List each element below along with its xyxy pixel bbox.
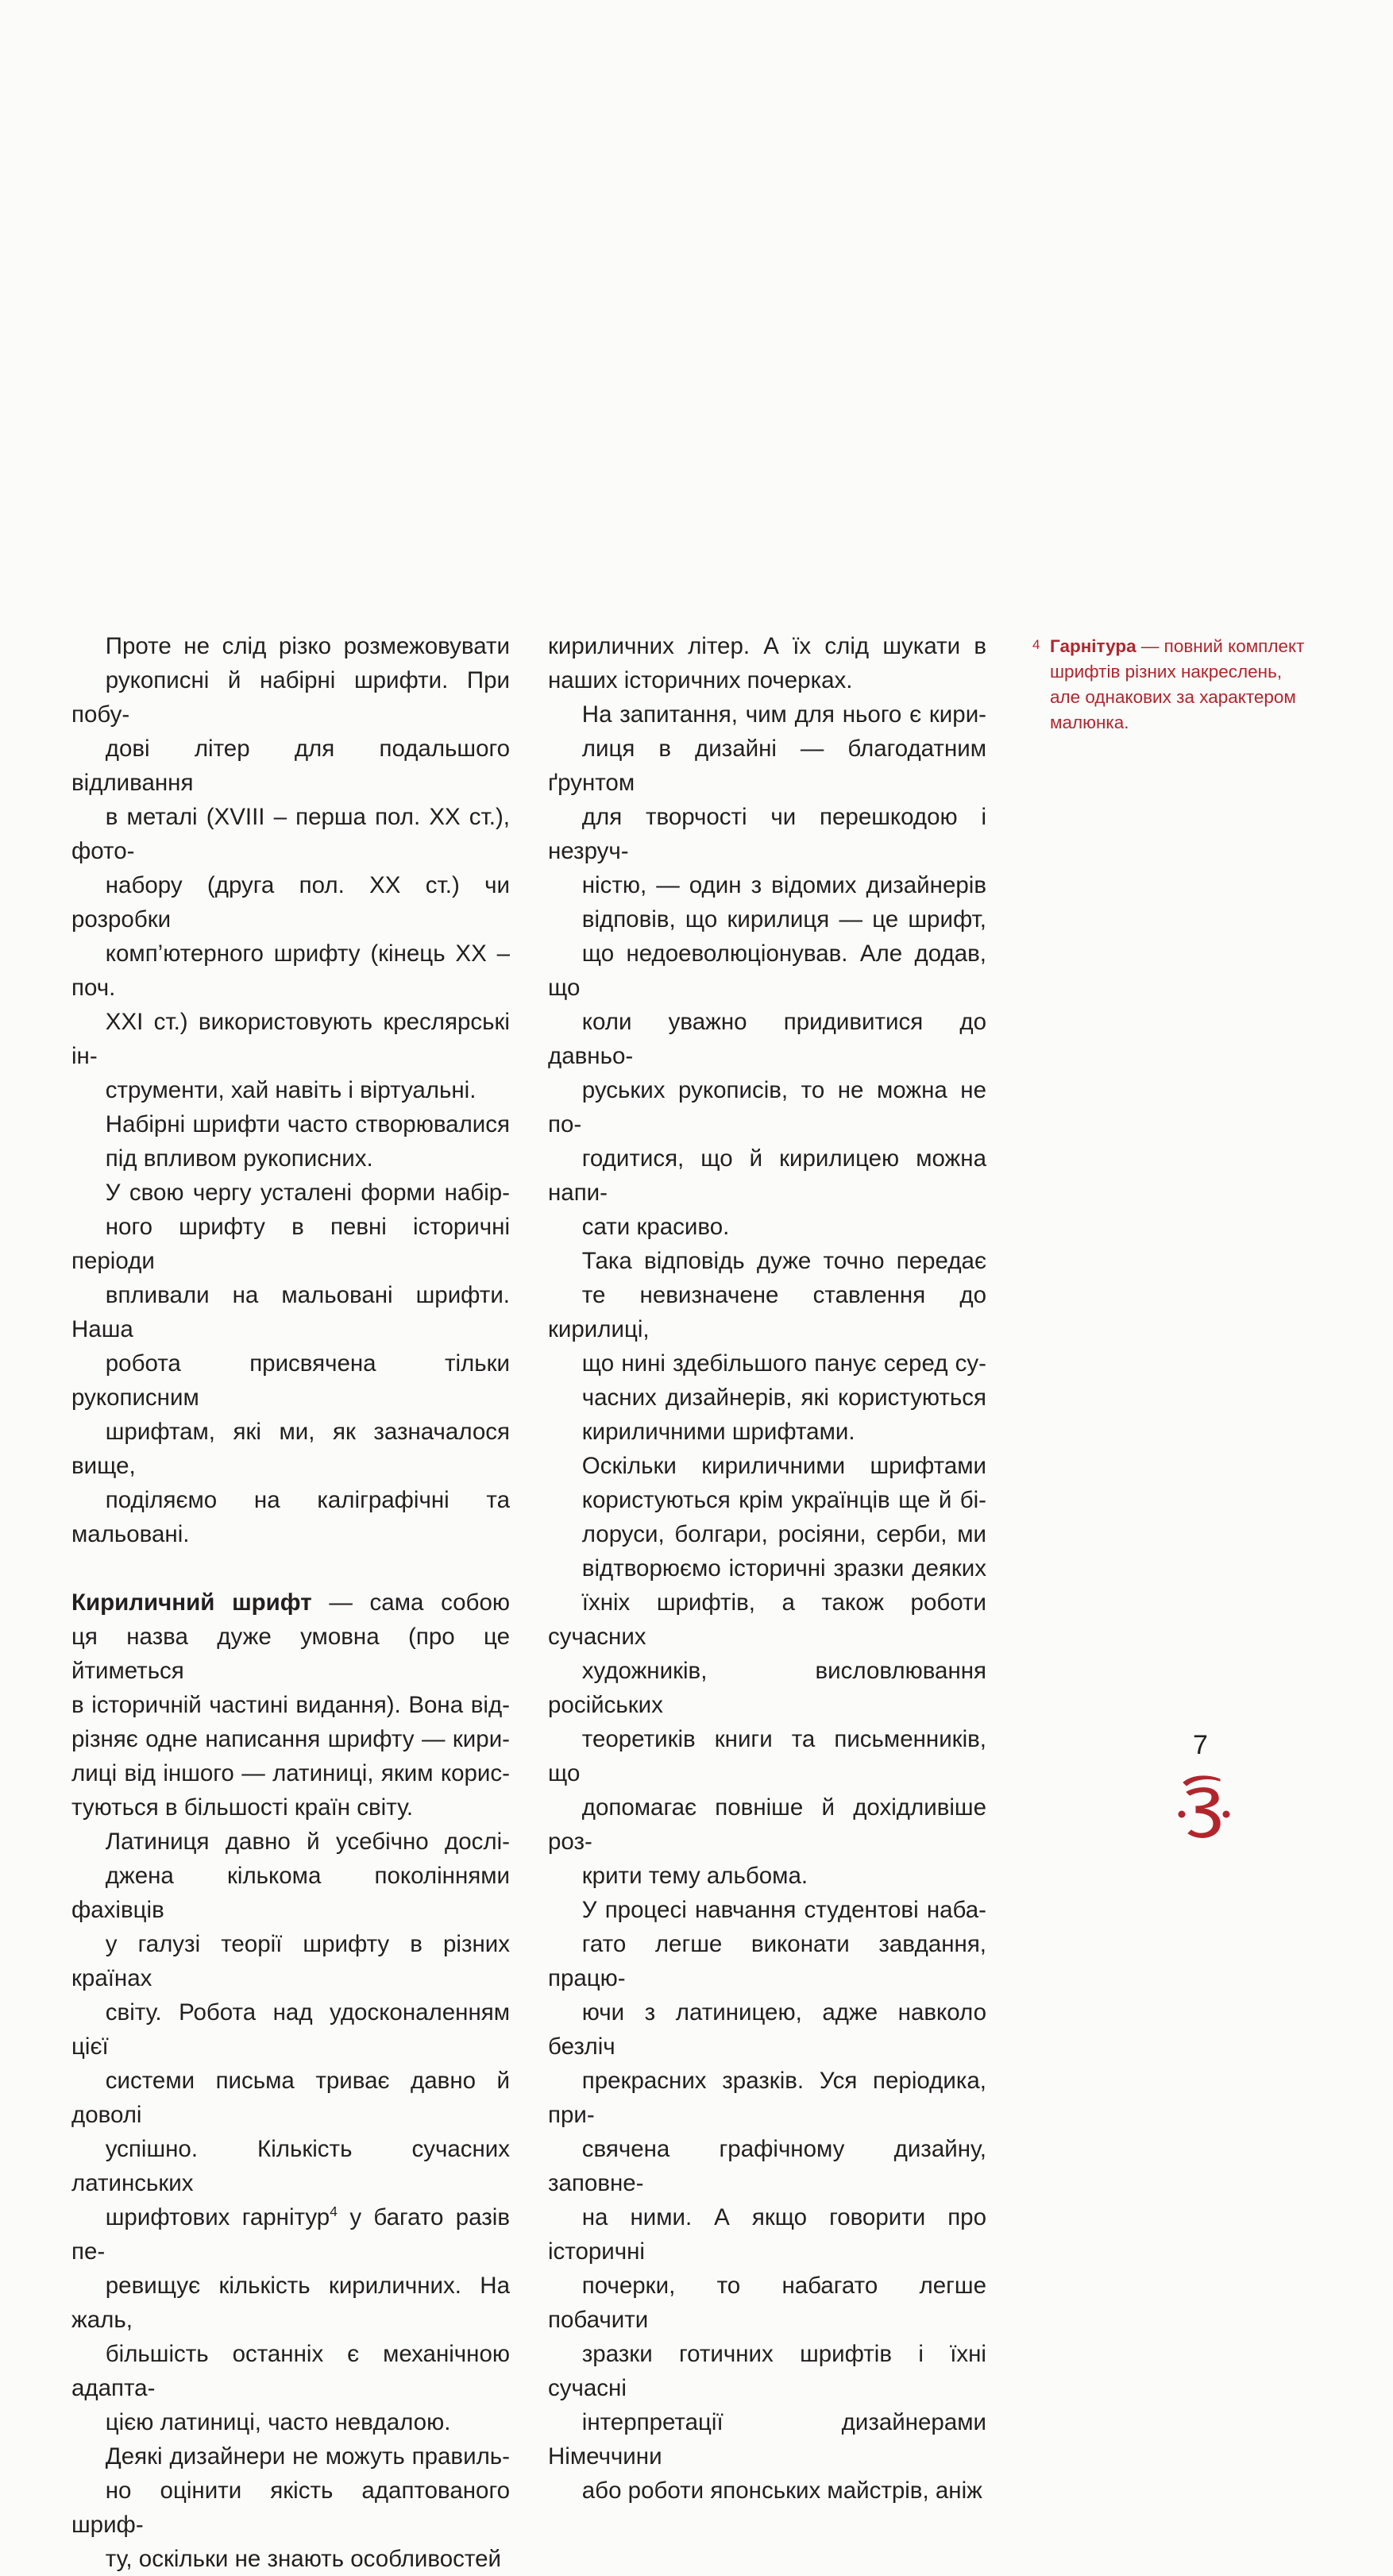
text-line: ністю, — один з відомих дизайнерів (581, 872, 986, 898)
page-number: 7 (1193, 1730, 1208, 1760)
text-line: рукописні й набірні шрифти. При побу- (71, 667, 510, 728)
text-line: під впливом рукописних. (105, 1145, 373, 1172)
publisher-logo-icon (1172, 1768, 1236, 1848)
text-column-left (71, 629, 510, 2576)
text-line: ту, оскільки не знають особливостей (105, 2546, 501, 2572)
text-line: зразки готичних шрифтів і їхні сучасні (548, 2341, 986, 2401)
footnote-number: 4 (1032, 637, 1040, 652)
text-line: лоруси, болгари, росіяни, серби, ми (581, 1521, 986, 1547)
text-line: або роботи японських майстрів, аніж (581, 2478, 982, 2504)
text-line: успішно. Кількість сучасних латинських (71, 2136, 510, 2196)
text-line: відповів, що кирилиця — це шрифт, (581, 906, 986, 933)
text-line: лиця в дизайні — благодатним ґрунтом (548, 736, 986, 796)
text-column-right (548, 629, 986, 2508)
footnote-4 (1032, 634, 1352, 736)
text-line: на ними. А якщо говорити про історичні (548, 2204, 986, 2265)
text-line: Деякі дизайнери не можуть правиль- (105, 2443, 510, 2470)
text-line: джена кількома поколіннями фахівців (71, 1863, 510, 1923)
text-line: для творчості чи перешкодою і незруч- (548, 804, 986, 864)
text-line: гато легше виконати завдання, працю- (548, 1931, 986, 1991)
text-line: світу. Робота над удосконаленням цієї (71, 1999, 510, 2060)
text-line: часних дизайнерів, які користуються (581, 1385, 986, 1411)
paragraph (71, 2439, 510, 2576)
text-line: відтворюємо історичні зразки деяких (581, 1555, 986, 1582)
text-line: теоретиків книги та письменників, що (548, 1726, 986, 1786)
text-line: крити тему альбома. (581, 1863, 808, 1889)
paragraph (71, 629, 510, 1107)
text-line: що нині здебільшого панує серед су- (581, 1350, 986, 1377)
footnote-term: Гарнітура (1050, 636, 1136, 656)
paragraph (71, 1585, 510, 1825)
paragraph (548, 1449, 986, 1893)
paragraph (548, 629, 986, 697)
text-line: впливали на мальовані шрифти. Наша (71, 1282, 510, 1342)
text-line: різняє одне написання шрифту — кири- (71, 1726, 510, 1752)
paragraph (548, 697, 986, 1244)
text-line: ця назва дуже умовна (про це йтиметься (71, 1624, 510, 1684)
text-line: системи письма триває давно й доволі (71, 2068, 510, 2128)
text-line: в металі (XVIII – перша пол. XX ст.), фото- (71, 804, 510, 864)
footnote-line: — повний комплект (1140, 636, 1305, 656)
text-line: ючи з латиницею, адже навколо безліч (548, 1999, 986, 2060)
text-line: допомагає повніше й дохідливіше роз- (548, 1794, 986, 1855)
text-line: те невизначене ставлення до кирилиці, (548, 1282, 986, 1342)
bold-term: Кириличний шрифт (71, 1589, 312, 1616)
text-line: Така відповідь дуже точно передає (581, 1248, 986, 1274)
text-line: поділяємо на каліграфічні та мальовані. (71, 1487, 510, 1547)
text-line: у галузі теорії шрифту в різних країнах (71, 1931, 510, 1991)
text-line: більшість останніх є механічною адапта- (71, 2341, 510, 2401)
text-line: робота присвячена тільки рукописним (71, 1350, 510, 1411)
text-line: наших історичних почерках. (548, 667, 853, 693)
text-line: XXI ст.) використовують креслярські ін- (71, 1009, 510, 1069)
text-line: що недоеволюціонував. Але додав, що (548, 940, 986, 1001)
text-line: прекрасних зразків. Уся періодика, при- (548, 2068, 986, 2128)
text-line: струменти, хай навіть і віртуальні. (105, 1077, 477, 1103)
footnote-line: але однакових за характером (1050, 687, 1296, 707)
text-line: У свою чергу усталені форми набір- (105, 1180, 510, 1206)
text-line: коли уважно придивитися до давньо- (548, 1009, 986, 1069)
text-line: інтерпретації дизайнерами Німеччини (548, 2409, 986, 2470)
text-line: кириличних літер. А їх слід шукати в (548, 633, 986, 659)
text-line: шрифтових гарнітур$^4$ у багато разів пе- (71, 2203, 510, 2265)
paragraph (71, 1176, 510, 1551)
text-line: сати красиво. (581, 1214, 730, 1240)
text-line: цією латиниці, часто невдалою. (105, 2409, 451, 2435)
text-line: їхніх шрифтів, а також роботи сучасних (548, 1589, 986, 1650)
text-line: ного шрифту в певні історичні періоди (71, 1214, 510, 1274)
text-line: набору (друга пол. XX ст.) чи розробки (71, 872, 510, 933)
text-line: туються в більшості країн світу. (71, 1794, 414, 1821)
text-line: но оцінити якість адаптованого шриф- (71, 2478, 510, 2538)
text-line: руських рукописів, то не можна не по- (548, 1077, 986, 1137)
text-line: Проте не слід різко розмежовувати (105, 633, 510, 659)
text-line: Оскільки кириличними шрифтами (581, 1453, 986, 1479)
text-line: дові літер для подальшого відливання (71, 736, 510, 796)
footnote-line: малюнка. (1050, 713, 1129, 732)
text-line: годитися, що й кирилицею можна напи- (548, 1145, 986, 1206)
text-line: свячена графічному дизайну, заповне- (548, 2136, 986, 2196)
text-line: комп’ютерного шрифту (кінець XX – поч. (71, 940, 510, 1001)
footnote-line: шрифтів різних накреслень, (1050, 662, 1283, 682)
text-line: У процесі навчання студентові наба- (581, 1897, 986, 1923)
footnote-ref: 4 (330, 2203, 338, 2220)
text-line: ревищує кількість кириличних. На жаль, (71, 2273, 510, 2333)
text-line: кириличними шрифтами. (581, 1419, 855, 1445)
text-line: шрифтам, які ми, як зазначалося вище, (71, 1419, 510, 1479)
text-line: в історичній частині видання). Вона від- (71, 1692, 510, 1718)
text-line: На запитання, чим для нього є кири- (581, 701, 986, 728)
text-line: Латиниця давно й усебічно дослі- (105, 1829, 510, 1855)
paragraph (71, 1825, 510, 2439)
text-line: Набірні шрифти часто створювалися (105, 1111, 510, 1137)
text-line: почерки, то набагато легше побачити (548, 2273, 986, 2333)
text-line: лиці від іншого — латиниці, яким корис- (71, 1760, 510, 1786)
paragraph (548, 1244, 986, 1449)
text-line: художників, висловлювання російських (548, 1658, 986, 1718)
text-line: Кириличний шрифт — сама собою (71, 1589, 510, 1616)
text-line: користуються крім українців ще й бі- (581, 1487, 986, 1513)
paragraph (71, 1107, 510, 1176)
paragraph (548, 1893, 986, 2508)
